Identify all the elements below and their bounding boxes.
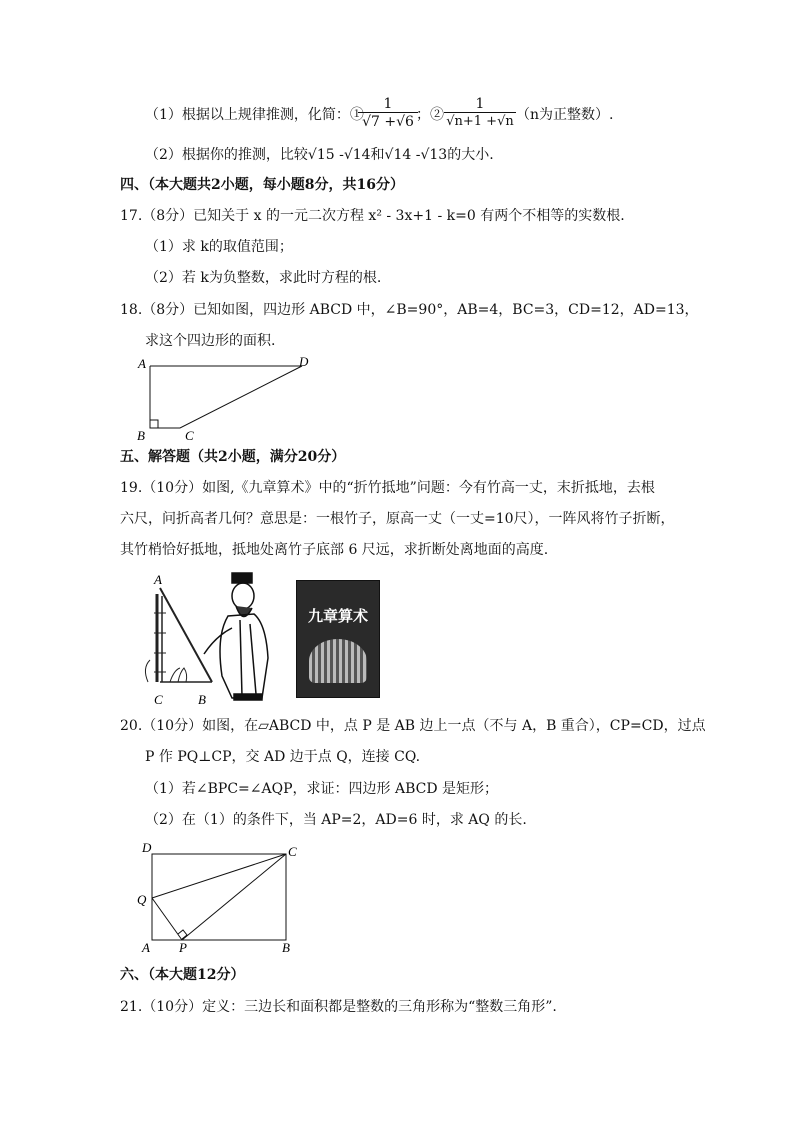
label-B: B	[198, 692, 206, 707]
q20-part2: （2）在（1）的条件下，当 AP=2，AD=6 时，求 AQ 的长.	[145, 812, 527, 828]
q17-part1: （1）求 k的取值范围；	[145, 239, 293, 255]
fraction-denominator: √n+1 +√n	[444, 112, 516, 131]
q16-separator: ；②	[416, 107, 444, 123]
q16-fraction-2	[444, 96, 516, 131]
q20-stem-line2: P 作 PQ⊥CP，交 AD 边于点 Q，连接 CQ.	[145, 749, 421, 765]
label-C: C	[185, 428, 194, 443]
book-cover-ornament	[309, 639, 367, 683]
q20-stem-line1: 20.（10分）如图，在▱ABCD 中，点 P 是 AB 边上一点（不与 A，B 重合），CP=CD，过点	[120, 718, 706, 734]
q17-part2: （2）若 k为负整数，求此时方程的根.	[145, 270, 382, 286]
right-angle-mark	[178, 930, 187, 939]
label-A: A	[142, 940, 150, 955]
q20-rectangle-figure	[130, 836, 310, 958]
section-heading-5: 五、解答题（共2小题，满分20分）	[120, 449, 346, 465]
q21-stem: 21.（10分）定义：三边长和面积都是整数的三角形称为“整数三角形”.	[120, 999, 557, 1015]
fraction-numerator: 1	[475, 96, 485, 112]
rectangle-ABCD	[152, 854, 286, 940]
q19-stem-line1: 19.（10分）如图,《九章算术》中的“折竹抵地”问题：今有竹高一丈，末折抵地，去根	[120, 480, 655, 496]
label-D: D	[299, 354, 309, 369]
q16-part2: （2）根据你的推测，比较√15 -√14和√14 -√13的大小.	[145, 147, 494, 163]
q18-quadrilateral-figure	[130, 352, 320, 444]
label-C: C	[154, 692, 163, 707]
q16-fraction-1	[358, 96, 418, 131]
section-heading-6: 六、（本大题12分）	[120, 967, 245, 983]
q16-part1-prefix: （1）根据以上规律推测，化简：①	[145, 107, 364, 123]
q20-part1: （1）若∠BPC=∠AQP，求证：四边形 ABCD 是矩形；	[145, 781, 499, 797]
book-title: 九章算术	[307, 607, 368, 625]
fraction-numerator: 1	[383, 96, 393, 112]
segment-QC	[152, 854, 286, 898]
q18-stem-line1: 18.（8分）已知如图，四边形 ABCD 中，∠B=90°，AB=4，BC=3，CD=12，AD=13，	[120, 302, 699, 318]
quadrilateral-outline	[150, 366, 302, 428]
q18-stem-line2: 求这个四边形的面积.	[145, 333, 276, 349]
q19-bamboo-scholar-illustration	[140, 568, 285, 708]
label-C: C	[288, 844, 297, 859]
segment-PC	[182, 854, 286, 940]
label-A: A	[138, 356, 146, 371]
label-Q: Q	[137, 892, 147, 907]
fraction-denominator: √7 +√6	[358, 112, 418, 131]
label-P: P	[179, 940, 187, 955]
label-B: B	[282, 940, 290, 955]
scholar-figure-icon	[204, 573, 268, 700]
q19-stem-line3: 其竹梢恰好抵地，抵地处离竹子底部 6 尺远，求折断处离地面的高度.	[120, 542, 549, 558]
q17-stem: 17.（8分）已知关于 x 的一元二次方程 x² - 3x+1 - k=0 有两个不相等的实数根.	[120, 208, 625, 224]
book-cover-image	[296, 580, 380, 698]
right-angle-mark	[150, 420, 158, 428]
label-B: B	[137, 428, 145, 443]
label-D: D	[142, 840, 152, 855]
label-A: A	[154, 572, 162, 587]
section-heading-4: 四、（本大题共2小题，每小题8分，共16分）	[120, 177, 404, 193]
q19-stem-line2: 六尺，问折高者几何？意思是：一根竹子，原高一丈（一丈=10尺），一阵风将竹子折断，	[120, 511, 675, 527]
bamboo-icon	[145, 588, 212, 682]
q16-part1-suffix: （n为正整数）.	[516, 107, 614, 123]
segment-QP	[152, 898, 182, 940]
